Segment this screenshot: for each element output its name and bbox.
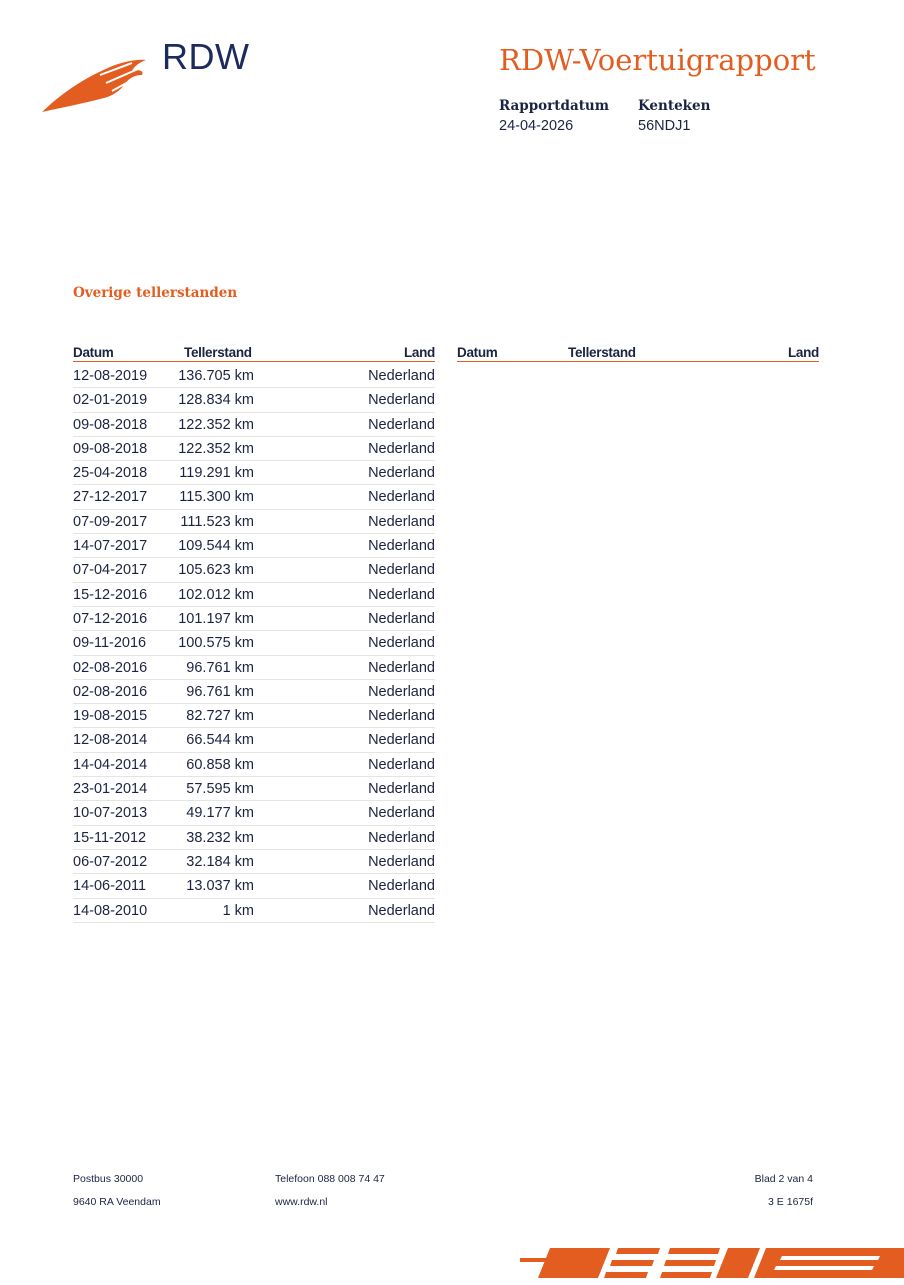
row-odometer: 49.177 km [186,805,254,822]
header-date: Datum [73,345,114,360]
row-date: 14-06-2011 [73,878,147,895]
row-country: Nederland [368,416,435,433]
row-country: Nederland [368,610,435,627]
row-date: 27-12-2017 [73,489,148,506]
table-row [73,437,435,461]
row-date: 14-07-2017 [73,538,148,555]
header-odometer: Tellerstand [568,345,636,360]
row-date: 15-11-2012 [73,829,147,846]
row-country: Nederland [368,829,435,846]
row-date: 07-09-2017 [73,513,148,530]
row-date: 07-04-2017 [73,562,148,579]
row-odometer: 109.544 km [178,538,254,555]
table-row [73,728,435,752]
odometer-table-right [457,345,819,362]
header-country: Land [787,345,819,360]
row-date: 12-08-2014 [73,732,148,749]
row-odometer: 60.858 km [186,756,254,773]
stripes-icon [520,1244,904,1280]
report-date-label: Rapportdatum [499,98,610,114]
row-odometer: 115.300 km [179,489,254,506]
table-row [73,680,435,704]
table-row [73,777,435,801]
row-odometer: 32.184 km [186,853,254,870]
row-odometer: 136.705 km [178,368,254,384]
table-row [73,801,435,825]
plate-number: 56NDJ1 [638,118,691,134]
table-row [73,461,435,485]
row-country: Nederland [368,392,435,409]
table-row [73,413,435,437]
row-odometer: 38.232 km [186,829,254,846]
table-row [73,388,435,412]
table-row [73,704,435,728]
row-date: 02-01-2019 [73,392,148,409]
row-country: Nederland [368,635,435,652]
row-country: Nederland [368,586,435,603]
table-row [73,874,435,898]
row-odometer: 122.352 km [178,440,254,457]
row-country: Nederland [368,683,435,700]
row-date: 14-04-2014 [73,756,148,773]
row-odometer: 105.623 km [178,562,254,579]
table-row [73,485,435,509]
row-country: Nederland [368,368,435,384]
table-row [73,656,435,680]
row-date: 14-08-2010 [73,902,148,919]
table-row [73,850,435,874]
row-date: 12-08-2019 [73,368,148,384]
row-country: Nederland [368,708,435,725]
row-country: Nederland [368,538,435,555]
logo-text: RDW [162,36,250,77]
table-row [73,534,435,558]
row-country: Nederland [368,489,435,506]
table-header [457,345,819,362]
footer-address-line1: Postbus 30000 [73,1173,144,1185]
row-country: Nederland [368,902,435,919]
footer-website[interactable]: www.rdw.nl [275,1196,328,1208]
footer-document-code: 3 E 1675f [768,1196,813,1208]
table-row [73,631,435,655]
table-row [73,558,435,582]
row-odometer: 111.523 km [180,513,254,530]
table-row [73,364,435,388]
header-odometer: Tellerstand [184,345,252,360]
report-title: RDW-Voertuigrapport [499,43,816,77]
row-date: 23-01-2014 [73,781,148,798]
row-odometer: 102.012 km [178,586,254,603]
row-country: Nederland [368,732,435,749]
row-odometer: 1 km [222,902,254,919]
table-body [73,364,435,923]
row-date: 15-12-2016 [73,586,148,603]
row-date: 09-11-2016 [73,635,147,652]
rdw-stripes-decoration [520,1244,904,1280]
row-country: Nederland [368,878,435,895]
rdw-wing-logo-icon [40,55,150,115]
table-row [73,607,435,631]
row-country: Nederland [368,781,435,798]
report-date: 24-04-2026 [499,118,574,134]
row-odometer: 101.197 km [178,610,254,627]
table-row [73,583,435,607]
row-date: 25-04-2018 [73,465,148,482]
row-date: 19-08-2015 [73,708,148,725]
header-date: Datum [457,345,498,360]
section-title: Overige tellerstanden [73,285,238,301]
row-date: 09-08-2018 [73,416,148,433]
row-odometer: 122.352 km [178,416,254,433]
row-odometer: 96.761 km [186,683,254,700]
row-country: Nederland [368,465,435,482]
row-country: Nederland [368,805,435,822]
row-odometer: 13.037 km [186,878,254,895]
row-country: Nederland [368,756,435,773]
header-country: Land [403,345,435,360]
table-row [73,510,435,534]
row-date: 02-08-2016 [73,659,148,676]
row-odometer: 57.595 km [186,781,254,798]
row-country: Nederland [368,562,435,579]
row-country: Nederland [368,440,435,457]
table-row [73,899,435,923]
footer-address-line2: 9640 RA Veendam [73,1196,161,1208]
row-date: 06-07-2012 [73,853,148,870]
row-odometer: 66.544 km [186,732,254,749]
table-row [73,826,435,850]
table-header [73,345,435,362]
row-odometer: 128.834 km [178,392,254,409]
row-odometer: 119.291 km [179,465,254,482]
row-date: 10-07-2013 [73,805,148,822]
row-date: 09-08-2018 [73,440,148,457]
footer-phone: Telefoon 088 008 74 47 [275,1173,385,1185]
row-date: 07-12-2016 [73,610,148,627]
row-odometer: 82.727 km [186,708,254,725]
row-country: Nederland [368,513,435,530]
rdw-logo [40,55,150,115]
row-country: Nederland [368,659,435,676]
footer-page-number: Blad 2 van 4 [754,1173,813,1185]
table-row [73,753,435,777]
row-country: Nederland [368,853,435,870]
plate-label: Kenteken [638,98,711,114]
row-odometer: 100.575 km [178,635,254,652]
row-odometer: 96.761 km [186,659,254,676]
row-date: 02-08-2016 [73,683,148,700]
odometer-table-left [73,345,435,923]
